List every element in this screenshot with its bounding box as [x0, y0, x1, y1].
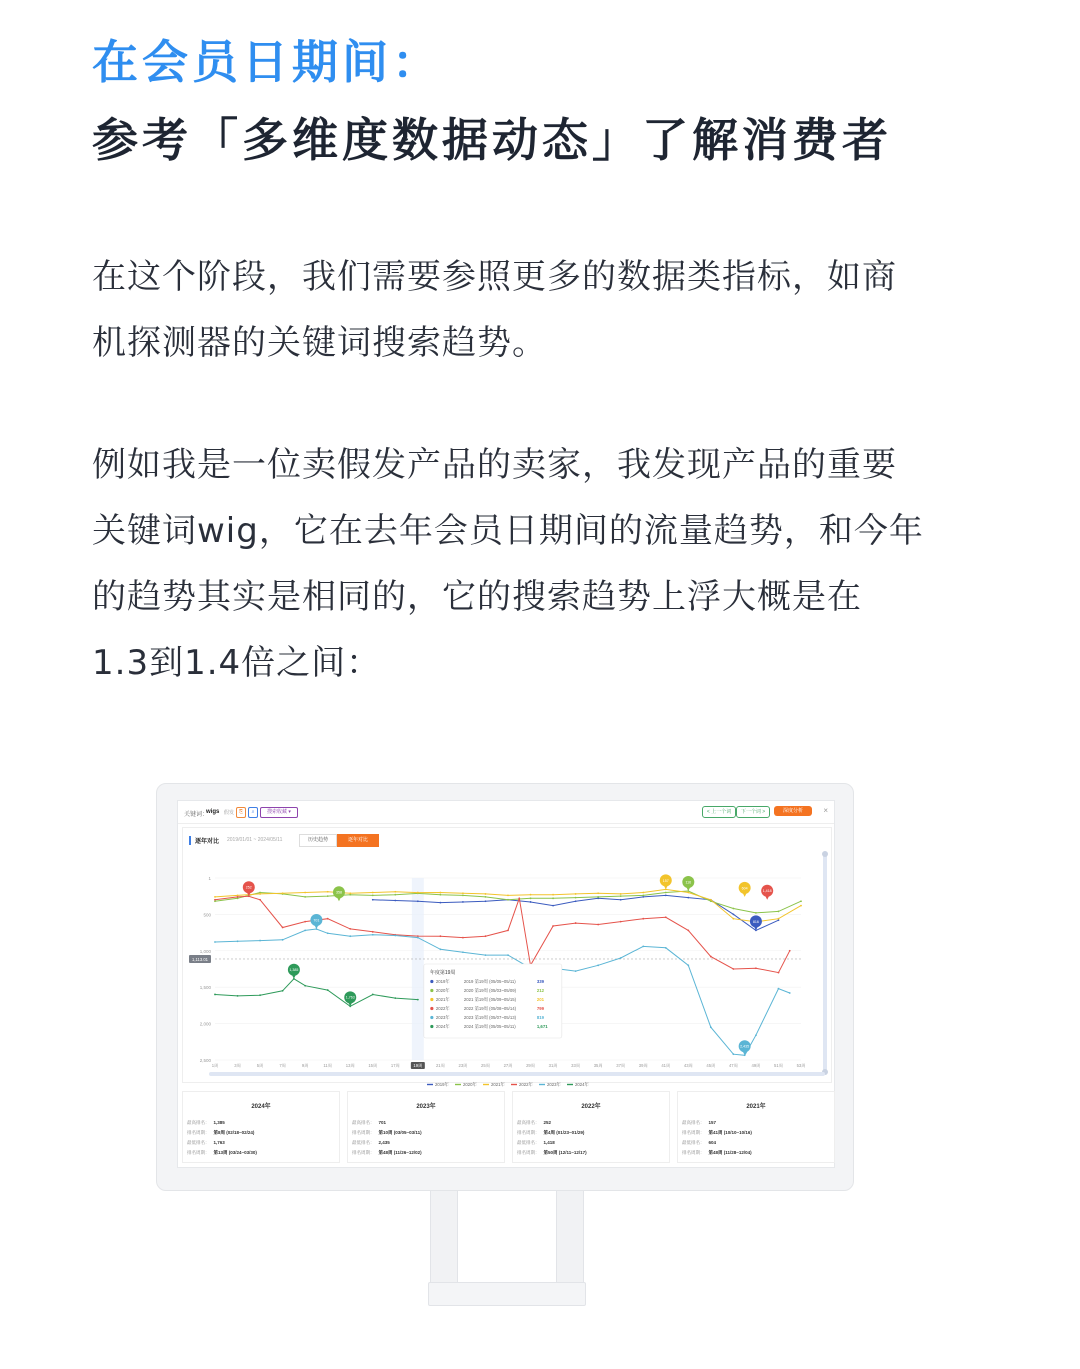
- data-point: [282, 990, 284, 992]
- data-point: [789, 950, 791, 952]
- legend-label[interactable]: 2021年: [491, 1082, 505, 1087]
- x-tick-label: 33周: [571, 1063, 581, 1068]
- trend-chart: [183, 828, 831, 1087]
- x-tick-label: 51周: [774, 1063, 783, 1068]
- data-point: [789, 992, 791, 994]
- data-point: [259, 994, 261, 996]
- stat-value: 604: [708, 1140, 717, 1145]
- x-tick-label: 13周: [345, 1063, 355, 1068]
- tooltip-year: 2024年: [435, 1024, 450, 1029]
- year-stat-card: [677, 1091, 835, 1163]
- stat-value: 701: [378, 1120, 387, 1125]
- monitor-stand-right: [556, 1190, 584, 1292]
- vertical-scrollbar[interactable]: [823, 854, 827, 1072]
- legend-label[interactable]: 2019年: [435, 1082, 449, 1087]
- tooltip-text: 2019 第19周 (05/05~05/11): [463, 979, 516, 984]
- data-point: [327, 989, 329, 991]
- y-tick-label: 1,000: [199, 948, 211, 954]
- x-tick-label: 11周: [323, 1063, 332, 1068]
- data-point: [282, 927, 284, 929]
- data-point: [665, 916, 667, 918]
- x-tick-label: 19周: [413, 1063, 423, 1068]
- paragraph-2: [92, 432, 1012, 696]
- data-point: [349, 892, 351, 894]
- data-point: [687, 964, 689, 966]
- tooltip-year: 2023年: [435, 1015, 450, 1020]
- data-point: [597, 892, 599, 894]
- x-tick-label: 1周: [211, 1063, 219, 1068]
- tooltip-text: 2021 第19周 (05/09~05/15): [463, 997, 517, 1002]
- tooltip-value: 339: [536, 979, 545, 984]
- data-point: [372, 931, 374, 933]
- tooltip-value: 1,671: [536, 1024, 548, 1029]
- data-point: [778, 988, 780, 990]
- tooltip-title: 年度第19周: [429, 970, 456, 976]
- data-point: [462, 895, 464, 897]
- year-stat-card: [512, 1091, 670, 1163]
- paragraph-line: 在这个阶段，我们需要参照更多的数据类指标，如商: [92, 257, 897, 297]
- close-icon[interactable]: ×: [823, 806, 828, 815]
- data-point: [259, 893, 261, 895]
- data-point: [710, 899, 712, 901]
- x-tick-label: 29周: [526, 1063, 535, 1068]
- data-point: [439, 902, 441, 904]
- x-tick-label: 45周: [706, 1063, 716, 1068]
- date-range: 2019/01/01 ~ 2024/05/11: [227, 837, 283, 843]
- stat-card-year: 2024年: [251, 1104, 271, 1110]
- stat-value: 第8周 (02/18~02/24): [213, 1130, 255, 1135]
- data-point: [214, 994, 216, 996]
- stat-label: 排名周期：: [517, 1150, 540, 1155]
- marker-label: 604: [741, 886, 748, 891]
- data-point: [597, 964, 599, 966]
- data-point: [394, 997, 396, 999]
- data-point: [439, 892, 441, 894]
- deep-analysis-button[interactable]: 深度分析: [774, 806, 812, 816]
- data-point: [462, 937, 464, 939]
- best-rank-week: [352, 1130, 422, 1136]
- data-point: [518, 897, 520, 899]
- y-tick-label: 2,500: [199, 1058, 211, 1063]
- x-tick-label: 39周: [638, 1063, 648, 1068]
- data-point: [417, 892, 419, 894]
- data-point: [800, 900, 802, 902]
- search-icon[interactable]: ⌕: [248, 807, 258, 818]
- data-point: [507, 895, 509, 897]
- tooltip-text: 2024 第19周 (05/05~05/11): [463, 1024, 516, 1029]
- data-point: [552, 897, 554, 899]
- data-point: [552, 905, 554, 907]
- data-point: [439, 935, 441, 937]
- stat-label: 排名周期：: [682, 1130, 705, 1135]
- stat-label: 排名周期：: [187, 1150, 210, 1155]
- data-point: [687, 897, 689, 899]
- data-point: [439, 894, 441, 896]
- data-point: [304, 985, 306, 987]
- data-point: [620, 895, 622, 897]
- data-point: [575, 897, 577, 899]
- keyword-label: 关键词：: [184, 812, 209, 818]
- stat-value: 157: [708, 1120, 717, 1125]
- data-point: [282, 939, 284, 941]
- worst-rank: [187, 1140, 225, 1146]
- x-tick-label: 7周: [279, 1063, 286, 1068]
- legend-label[interactable]: 2022年: [519, 1082, 533, 1087]
- worst-rank-week: [682, 1150, 752, 1156]
- data-point: [732, 1053, 734, 1055]
- stat-value: 第13周 (03/24~03/30): [213, 1150, 257, 1155]
- data-point: [530, 901, 532, 903]
- data-point: [642, 918, 644, 920]
- data-point: [439, 948, 441, 950]
- next-keyword-button[interactable]: 下一个词 >: [736, 806, 770, 818]
- data-point: [575, 900, 577, 902]
- marker-label: 816: [752, 919, 759, 924]
- stat-label: 最高排名：: [187, 1120, 210, 1125]
- data-point: [417, 999, 419, 1001]
- data-point: [778, 972, 780, 974]
- data-point: [327, 895, 329, 897]
- data-point: [778, 918, 780, 920]
- marker-label: 358: [335, 890, 342, 895]
- x-tick-label: 15周: [368, 1063, 378, 1068]
- marker-label: 157: [662, 878, 669, 883]
- paragraph-line: 例如我是一位卖假发产品的卖家，我发现产品的重要: [92, 445, 897, 485]
- marker-label: 116: [685, 880, 692, 885]
- stat-card-year: 2023年: [416, 1104, 436, 1110]
- data-point: [507, 899, 509, 901]
- tooltip-year: 2020年: [435, 988, 450, 993]
- best-rank-week: [187, 1130, 254, 1136]
- tooltip-value: 799: [536, 1006, 545, 1011]
- best-rank: [682, 1120, 716, 1126]
- stat-label: 最低排名：: [517, 1140, 540, 1145]
- panel-title: 逐年对比: [189, 836, 219, 845]
- data-point: [755, 967, 757, 969]
- data-point: [620, 957, 622, 959]
- data-point: [237, 896, 239, 898]
- best-rank-week: [517, 1130, 584, 1136]
- data-point: [732, 968, 734, 970]
- worst-rank: [682, 1140, 716, 1146]
- stat-label: 最高排名：: [517, 1120, 540, 1125]
- stat-value: 第4周 (01/23~01/29): [543, 1130, 585, 1135]
- data-point: [259, 899, 261, 901]
- x-tick-label: 17周: [390, 1063, 400, 1068]
- data-point: [304, 929, 306, 931]
- marker-label: 252: [245, 885, 252, 890]
- hover-band: [412, 878, 424, 1060]
- crosshair-label: 1,113.01: [192, 956, 208, 962]
- data-point: [282, 892, 284, 894]
- data-point: [642, 895, 644, 897]
- stat-value: 第41周 (10/10~10/16): [708, 1130, 752, 1135]
- year-stat-card: [182, 1091, 340, 1163]
- yearly-stats: [182, 1091, 832, 1163]
- keyword-category: 假发: [224, 810, 235, 816]
- tooltip-dot: [430, 1025, 433, 1028]
- paragraph-1: [92, 244, 1012, 376]
- data-point: [620, 899, 622, 901]
- prev-keyword-button[interactable]: < 上一个词: [702, 806, 736, 818]
- tooltip-value: 201: [536, 997, 545, 1002]
- x-tick-label: 53周: [796, 1063, 806, 1068]
- tooltip-dot: [430, 998, 433, 1001]
- app-screen: [177, 800, 835, 1168]
- data-point: [732, 913, 734, 915]
- monitor-stand-left: [430, 1190, 458, 1292]
- data-point: [485, 954, 487, 956]
- data-point: [597, 896, 599, 898]
- stat-value: 1,418: [543, 1140, 555, 1145]
- paragraph-line: 的趋势其实是相同的，它的搜索趋势上浮大概是在: [92, 577, 862, 617]
- x-tick-label: 3周: [234, 1063, 241, 1068]
- data-point: [417, 937, 419, 939]
- x-tick-label: 49周: [751, 1063, 761, 1068]
- data-point: [327, 932, 329, 934]
- marker-label: 701: [313, 918, 320, 923]
- legend-label[interactable]: 2023年: [547, 1082, 561, 1087]
- paragraph-line: 关键词wig，它在去年会员日期间的流量趋势，和今年: [92, 511, 924, 551]
- keyword-value: wigs: [206, 809, 220, 815]
- series-line: [215, 896, 790, 972]
- data-point: [665, 895, 667, 897]
- x-tick-label: 47周: [728, 1063, 738, 1068]
- data-point: [575, 970, 577, 972]
- best-rank: [352, 1120, 386, 1126]
- paragraph-line: 1.3到1.4倍之间：: [92, 643, 382, 683]
- data-point: [778, 911, 780, 913]
- stat-value: 第48周 (11/26~12/02): [378, 1150, 422, 1155]
- monitor-stand-base: [428, 1282, 586, 1306]
- y-tick-label: 1: [208, 876, 211, 881]
- data-point: [462, 951, 464, 953]
- y-tick-label: 1,500: [199, 985, 211, 991]
- x-tick-label: 5周: [256, 1063, 264, 1068]
- data-point: [642, 945, 644, 947]
- data-point: [214, 899, 216, 901]
- tooltip-text: 2022 第19周 (05/08~05/14): [463, 1006, 517, 1011]
- tooltip-dot: [430, 989, 433, 992]
- stat-label: 排名周期：: [352, 1150, 375, 1155]
- stat-value: 1,385: [213, 1120, 225, 1125]
- x-tick-label: 43周: [683, 1063, 693, 1068]
- paragraph-line: 机探测器的关键词搜索趋势。: [92, 323, 547, 363]
- stat-label: 排名周期：: [187, 1130, 210, 1135]
- year-stat-card: [347, 1091, 505, 1163]
- section-title: 在会员日期间：: [92, 35, 442, 89]
- data-point: [755, 1034, 757, 1036]
- tooltip-year: 2022年: [435, 1006, 450, 1011]
- tab-year-over-year[interactable]: 逐年对比: [337, 834, 379, 847]
- stat-label: 最低排名：: [187, 1140, 210, 1145]
- tooltip-value: 212: [536, 988, 545, 993]
- data-point: [552, 925, 554, 927]
- stat-value: 252: [543, 1120, 552, 1125]
- x-tick-label: 31周: [548, 1063, 558, 1068]
- tooltip-text: 2023 第19周 (05/07~05/13): [463, 1015, 517, 1020]
- y-tick-label: 2,000: [199, 1021, 211, 1027]
- x-tick-label: 25周: [481, 1063, 490, 1068]
- data-point: [710, 1026, 712, 1028]
- tooltip-text: 2020 第19周 (05/03~05/09): [463, 988, 517, 993]
- data-point: [710, 956, 712, 958]
- data-point: [552, 894, 554, 896]
- data-point: [237, 995, 239, 997]
- series-line: [215, 979, 418, 1007]
- data-point: [507, 954, 509, 956]
- x-tick-label: 21周: [435, 1063, 445, 1068]
- tooltip-year: 2019年: [435, 979, 450, 984]
- x-tick-label: 41周: [661, 1063, 671, 1068]
- data-point: [462, 892, 464, 894]
- data-point: [800, 905, 802, 907]
- data-point: [417, 900, 419, 902]
- data-point: [687, 892, 689, 894]
- data-point: [620, 921, 622, 923]
- stat-label: 排名周期：: [517, 1130, 540, 1135]
- data-point: [394, 935, 396, 937]
- data-point: [485, 900, 487, 902]
- stat-label: 最高排名：: [352, 1120, 375, 1125]
- data-point: [259, 940, 261, 942]
- data-point: [394, 891, 396, 893]
- worst-rank-week: [187, 1150, 257, 1156]
- worst-rank: [352, 1140, 390, 1146]
- data-point: [687, 929, 689, 931]
- data-point: [485, 935, 487, 937]
- marker-label: 1,418: [762, 889, 772, 894]
- data-point: [327, 918, 329, 920]
- tooltip-value: 819: [536, 1015, 545, 1020]
- data-point: [530, 894, 532, 896]
- data-point: [304, 892, 306, 894]
- data-point: [372, 934, 374, 936]
- x-tick-label: 27周: [503, 1063, 513, 1068]
- monitor-frame: [156, 783, 854, 1191]
- data-point: [665, 892, 667, 894]
- stat-value: 第10周 (03/05~03/11): [378, 1130, 422, 1135]
- copy-icon[interactable]: ⎘: [236, 807, 246, 818]
- worst-rank-week: [352, 1150, 422, 1156]
- data-point: [485, 893, 487, 895]
- data-point: [327, 891, 329, 893]
- legend-label[interactable]: 2020年: [463, 1082, 477, 1087]
- stat-label: 最低排名：: [682, 1140, 705, 1145]
- tooltip-dot: [430, 1016, 433, 1019]
- scroll-handle[interactable]: [822, 851, 828, 857]
- data-point: [372, 892, 374, 894]
- tab-history-trend[interactable]: 历史趋势: [299, 834, 337, 847]
- data-point: [642, 892, 644, 894]
- marker-label: 2,435: [740, 1044, 750, 1049]
- data-point: [214, 941, 216, 943]
- x-tick-label: 9周: [301, 1063, 309, 1068]
- data-point: [597, 924, 599, 926]
- data-point: [304, 921, 306, 923]
- stat-value: 1,763: [213, 1140, 225, 1145]
- best-rank: [517, 1120, 551, 1126]
- data-point: [372, 994, 374, 996]
- stat-card-year: 2021年: [746, 1104, 766, 1110]
- stat-label: 排名周期：: [352, 1130, 375, 1135]
- stat-label: 最低排名：: [352, 1140, 375, 1145]
- data-point: [304, 896, 306, 898]
- x-tick-label: 35周: [593, 1063, 603, 1068]
- section-subtitle: 参考「多维度数据动态」了解消费者: [92, 113, 892, 167]
- data-point: [575, 893, 577, 895]
- data-point: [530, 897, 532, 899]
- stat-card-year: 2022年: [581, 1104, 601, 1110]
- stat-label: 排名周期：: [682, 1150, 705, 1155]
- data-point: [462, 901, 464, 903]
- data-point: [349, 928, 351, 930]
- y-tick-label: 500: [203, 912, 211, 918]
- data-point: [372, 895, 374, 897]
- data-point: [349, 935, 351, 937]
- stat-label: 最高排名：: [682, 1120, 705, 1125]
- series-line: [215, 889, 801, 922]
- data-point: [575, 922, 577, 924]
- data-point: [485, 896, 487, 898]
- best-rank: [187, 1120, 225, 1126]
- data-point: [214, 896, 216, 898]
- data-point: [237, 940, 239, 942]
- x-tick-label: 23周: [458, 1063, 468, 1068]
- tooltip-dot: [430, 1007, 433, 1010]
- data-point: [620, 893, 622, 895]
- data-point: [394, 894, 396, 896]
- stat-value: 2,435: [378, 1140, 390, 1145]
- worst-rank-week: [517, 1150, 587, 1156]
- data-point: [372, 899, 374, 901]
- x-tick-label: 37周: [616, 1063, 626, 1068]
- marker-label: 1,385: [289, 968, 299, 973]
- best-rank-week: [682, 1130, 752, 1136]
- chart-panel: [182, 827, 832, 1087]
- stat-value: 第50周 (12/11~12/17): [543, 1150, 587, 1155]
- data-point: [665, 947, 667, 949]
- data-point: [507, 929, 509, 931]
- tooltip-dot: [430, 980, 433, 983]
- tooltip-year: 2021年: [435, 997, 450, 1002]
- keyword-toolbar: [178, 801, 834, 824]
- stat-value: 第48周 (11/28~12/04): [708, 1150, 752, 1155]
- favorite-dropdown-button[interactable]: 搜索收藏 ▾: [260, 807, 298, 818]
- data-point: [755, 912, 757, 914]
- data-point: [732, 918, 734, 920]
- legend-label[interactable]: 2024年: [575, 1082, 589, 1087]
- data-point: [732, 908, 734, 910]
- horizontal-scrollbar[interactable]: [209, 1072, 825, 1076]
- data-point: [394, 900, 396, 902]
- worst-rank: [517, 1140, 555, 1146]
- marker-label: 1,763: [345, 995, 355, 1000]
